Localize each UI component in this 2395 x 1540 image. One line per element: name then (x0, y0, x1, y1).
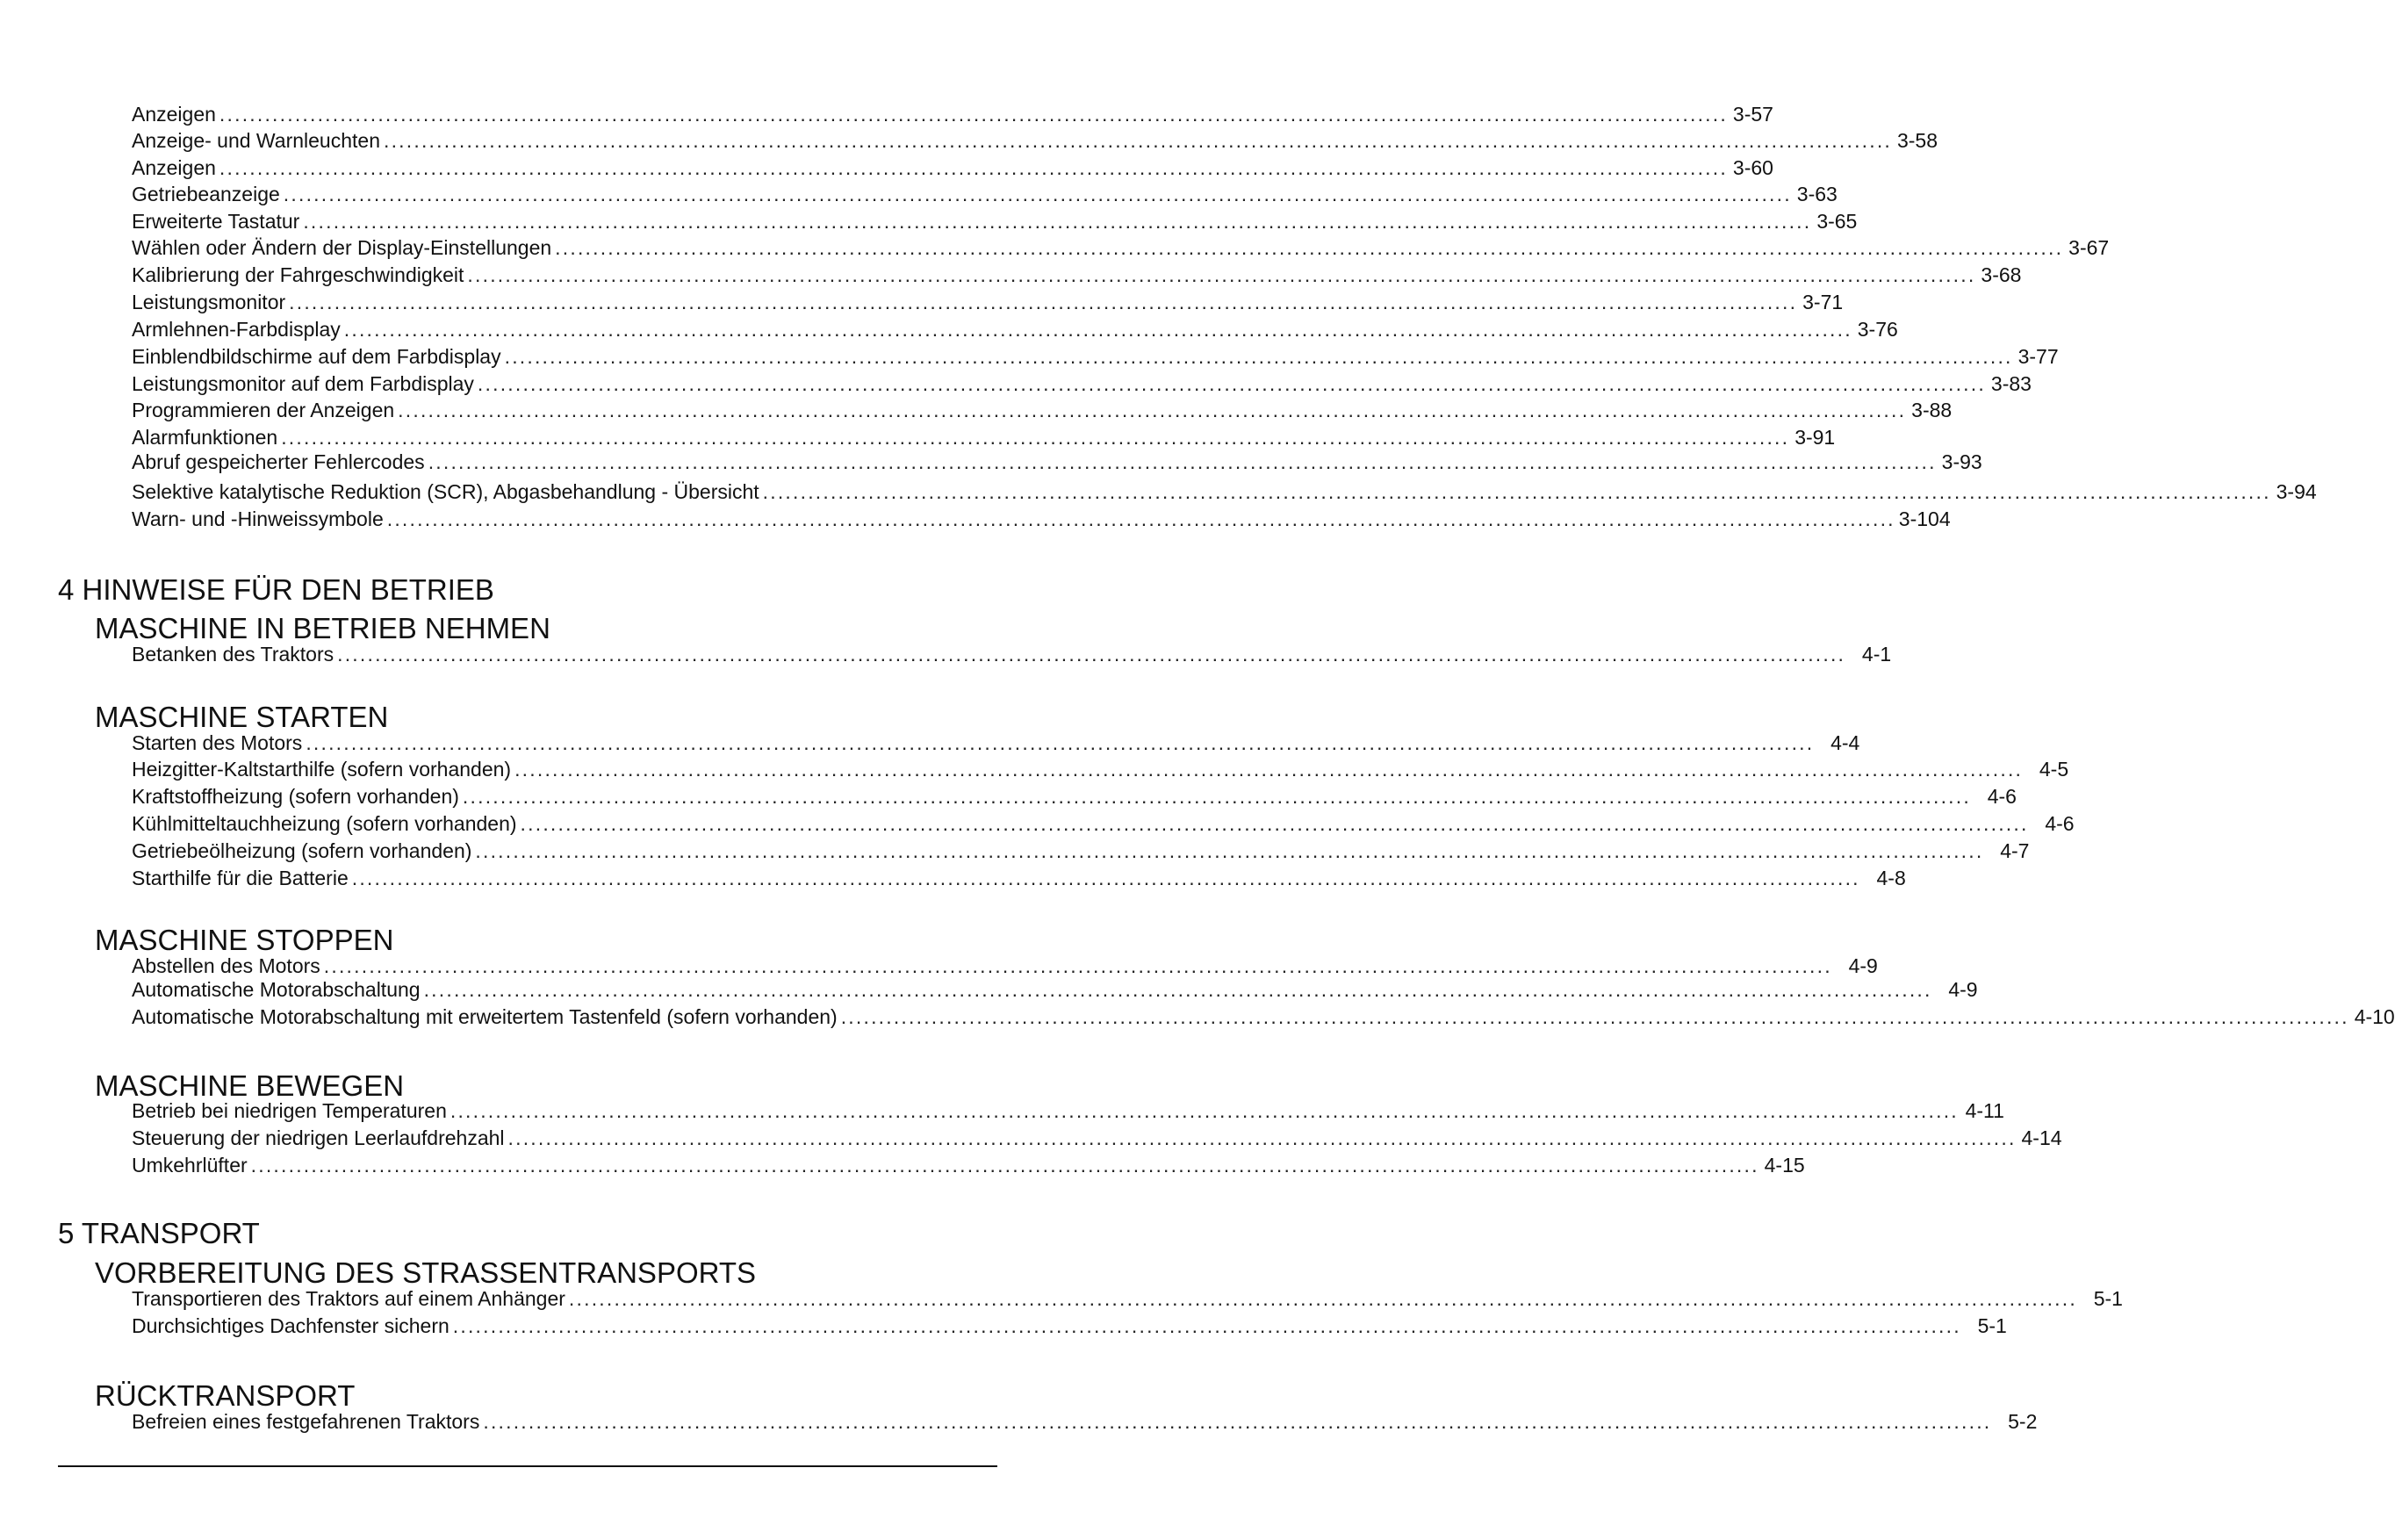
toc-entry-title: Leistungsmonitor auf dem Farbdisplay (132, 372, 474, 395)
toc-entry-page: 4-9 (1948, 978, 1978, 1001)
toc-entry[interactable] (132, 371, 2032, 396)
toc-entry-page: 3-68 (1981, 263, 2022, 286)
toc-entry[interactable] (132, 182, 1838, 206)
toc-leader-dots: ........................................................................................................................................................................................................ (428, 450, 1937, 473)
toc-entry-page: 4-8 (1876, 867, 1906, 889)
toc-leader-dots: ........................................................................................................................................................................................................ (507, 1126, 2017, 1149)
toc-entry-page: 3-77 (2017, 345, 2059, 368)
toc-leader-dots: ........................................................................................................................................................................................................ (450, 1099, 1959, 1122)
section-heading[interactable]: RÜCKTRANSPORT (95, 1379, 356, 1412)
toc-entry[interactable] (132, 450, 1982, 474)
toc-leader-dots: ........................................................................................................................................................................................................ (504, 345, 2013, 368)
toc-leader-dots: ........................................................................................................................................................................................................ (386, 507, 1895, 530)
toc-entry[interactable] (132, 1313, 2007, 1338)
toc-entry-title: Heizgitter-Kaltstarthilfe (sofern vorhanden) (132, 758, 512, 781)
section-heading[interactable]: MASCHINE BEWEGEN (95, 1069, 405, 1102)
toc-entry-page: 4-15 (1764, 1154, 1805, 1177)
toc-leader-dots: ........................................................................................................................................................................................................ (762, 480, 2271, 503)
toc-entry-page: 5-1 (2093, 1287, 2123, 1310)
toc-leader-dots: ........................................................................................................................................................................................................ (323, 954, 1832, 977)
toc-entry-page: 3-57 (1732, 103, 1773, 126)
toc-leader-dots: ........................................................................................................................................................................................................ (303, 210, 1812, 233)
toc-leader-dots: ........................................................................................................................................................................................................ (483, 1410, 1992, 1433)
toc-entry-title: Starten des Motors (132, 731, 303, 754)
toc-entry-title: Starthilfe für die Batterie (132, 867, 349, 889)
toc-leader-dots: ........................................................................................................................................................................................................ (477, 372, 1986, 395)
toc-leader-dots: ........................................................................................................................................................................................................ (467, 263, 1976, 286)
toc-leader-dots: ........................................................................................................................................................................................................ (384, 129, 1893, 152)
toc-entry[interactable] (132, 1004, 2395, 1029)
toc-entry[interactable] (132, 290, 1844, 314)
toc-entry-title: Betanken des Traktors (132, 643, 334, 666)
toc-leader-dots: ........................................................................................................................................................................................................ (398, 399, 1907, 421)
toc-entry[interactable] (132, 1153, 1805, 1177)
toc-entry-page: 4-7 (2000, 839, 2030, 862)
toc-leader-dots: ........................................................................................................................................................................................................ (283, 183, 1792, 205)
toc-leader-dots: ........................................................................................................................................................................................................ (840, 1005, 2349, 1028)
toc-entry-title: Erweiterte Tastatur (132, 210, 300, 233)
bottom-rule (58, 1465, 997, 1467)
toc-entry-page: 5-1 (1977, 1314, 2007, 1337)
toc-entry[interactable] (132, 235, 2110, 260)
toc-entry-page: 4-6 (1987, 785, 2017, 808)
toc-entry[interactable] (132, 1286, 2123, 1311)
toc-entry-page: 3-83 (1990, 372, 2032, 395)
toc-entry-title: Durchsichtiges Dachfenster sichern (132, 1314, 450, 1337)
section-heading[interactable]: VORBEREITUNG DES STRASSENTRANSPORTS (95, 1256, 757, 1289)
chapter-heading[interactable]: 5 TRANSPORT (58, 1217, 260, 1249)
toc-entry[interactable] (132, 1126, 2062, 1150)
toc-leader-dots: ........................................................................................................................................................................................................ (555, 236, 2064, 259)
toc-entry-page: 3-94 (2276, 480, 2317, 503)
toc-entry-title: Abruf gespeicherter Fehlercodes (132, 450, 425, 473)
toc-entry-title: Kalibrierung der Fahrgeschwindigkeit (132, 263, 464, 286)
toc-entry-page: 4-11 (1965, 1099, 2004, 1122)
toc-entry-title: Kraftstoffheizung (sofern vorhanden) (132, 785, 459, 808)
toc-entry-title: Selektive katalytische Reduktion (SCR), Abgasbehandlung - Übersicht (132, 480, 759, 503)
toc-entry-title: Warn- und -Hinweissymbole (132, 507, 384, 530)
toc-entry[interactable] (132, 866, 1906, 890)
toc-leader-dots: ........................................................................................................................................................................................................ (219, 156, 1728, 179)
toc-leader-dots: ........................................................................................................................................................................................................ (219, 103, 1728, 126)
toc-entry[interactable] (132, 977, 1978, 1002)
toc-entry-title: Getriebeanzeige (132, 183, 280, 205)
toc-entry[interactable] (132, 507, 1951, 531)
toc-entry-title: Einblendbildschirme auf dem Farbdisplay (132, 345, 501, 368)
toc-entry-title: Anzeigen (132, 156, 216, 179)
toc-entry-page: 3-60 (1732, 156, 1773, 179)
toc-entry-title: Transportieren des Traktors auf einem Anhänger (132, 1287, 565, 1310)
toc-leader-dots: ........................................................................................................................................................................................................ (452, 1314, 1961, 1337)
toc-entry-page: 4-5 (2039, 758, 2069, 781)
toc-entry-title: Abstellen des Motors (132, 954, 320, 977)
toc-entry[interactable] (132, 838, 2030, 863)
toc-entry[interactable] (132, 811, 2075, 836)
section-heading[interactable]: MASCHINE STOPPEN (95, 924, 394, 956)
toc-entry-page: 4-6 (2045, 812, 2075, 835)
toc-entry-page: 3-76 (1857, 318, 1898, 341)
toc-leader-dots: ........................................................................................................................................................................................................ (568, 1287, 2077, 1310)
toc-leader-dots: ........................................................................................................................................................................................................ (289, 291, 1798, 313)
toc-entry-page: 3-88 (1911, 399, 1953, 421)
toc-entry-title: Leistungsmonitor (132, 291, 286, 313)
toc-entry-page: 3-65 (1816, 210, 1858, 233)
toc-entry-page: 5-2 (2008, 1410, 2038, 1433)
toc-entry-title: Automatische Motorabschaltung mit erweitertem Tastenfeld (sofern vorhanden) (132, 1005, 838, 1028)
toc-leader-dots: ........................................................................................................................................................................................................ (306, 731, 1815, 754)
toc-entry-page: 4-1 (1861, 643, 1892, 666)
toc-leader-dots: ........................................................................................................................................................................................................ (423, 978, 1932, 1001)
toc-leader-dots: ........................................................................................................................................................................................................ (281, 426, 1790, 449)
toc-entry-title: Wählen oder Ändern der Display-Einstellungen (132, 236, 552, 259)
toc-entry-page: 3-71 (1802, 291, 1844, 313)
toc-entry[interactable] (132, 209, 1858, 234)
section-heading[interactable]: MASCHINE STARTEN (95, 701, 389, 733)
toc-entry[interactable] (132, 954, 1878, 978)
toc-entry-page: 4-9 (1848, 954, 1878, 977)
toc-entry[interactable] (132, 128, 1938, 153)
toc-leader-dots: ........................................................................................................................................................................................................ (475, 839, 1984, 862)
toc-entry-page: 3-104 (1898, 507, 1951, 530)
toc-leader-dots: ........................................................................................................................................................................................................ (520, 812, 2029, 835)
toc-entry-page: 4-14 (2021, 1126, 2062, 1149)
toc-entry-page: 3-93 (1941, 450, 1982, 473)
toc-entry-title: Betrieb bei niedrigen Temperaturen (132, 1099, 447, 1122)
toc-entry[interactable] (132, 102, 1773, 126)
toc-entry-title: Kühlmitteltauchheizung (sofern vorhanden) (132, 812, 517, 835)
toc-entry-title: Anzeige- und Warnleuchten (132, 129, 380, 152)
toc-leader-dots: ........................................................................................................................................................................................................ (250, 1154, 1759, 1177)
toc-leader-dots: ........................................................................................................................................................................................................ (337, 643, 1846, 666)
toc-entry-page: 3-67 (2068, 236, 2110, 259)
toc-leader-dots: ........................................................................................................................................................................................................ (351, 867, 1860, 889)
toc-entry[interactable] (132, 155, 1773, 180)
toc-entry-title: Steuerung der niedrigen Leerlaufdrehzahl (132, 1126, 505, 1149)
toc-entry-title: Programmieren der Anzeigen (132, 399, 395, 421)
toc-entry[interactable] (132, 642, 1892, 666)
chapter-heading[interactable]: 4 HINWEISE FÜR DEN BETRIEB (58, 573, 494, 606)
toc-entry[interactable] (132, 730, 1860, 755)
toc-entry-page: 4-4 (1830, 731, 1860, 754)
toc-entry-page: 3-63 (1796, 183, 1838, 205)
toc-entry-title: Getriebeölheizung (sofern vorhanden) (132, 839, 472, 862)
toc-entry[interactable] (132, 1409, 2038, 1434)
toc-entry[interactable] (132, 344, 2059, 369)
toc-entry[interactable] (132, 398, 1953, 422)
toc-entry[interactable] (132, 425, 1836, 450)
toc-entry-title: Anzeigen (132, 103, 216, 126)
toc-entry-title: Umkehrlüfter (132, 1154, 248, 1177)
section-heading[interactable]: MASCHINE IN BETRIEB NEHMEN (95, 612, 550, 644)
toc-entry-title: Alarmfunktionen (132, 426, 278, 449)
toc-leader-dots: ........................................................................................................................................................................................................ (462, 785, 1971, 808)
toc-leader-dots: ........................................................................................................................................................................................................ (343, 318, 1852, 341)
toc-entry-page: 3-58 (1896, 129, 1938, 152)
toc-entry[interactable] (132, 1098, 2004, 1123)
toc-entry[interactable] (132, 263, 2022, 287)
toc-entry[interactable] (132, 784, 2017, 809)
toc-entry[interactable] (132, 757, 2069, 781)
toc-entry-title: Automatische Motorabschaltung (132, 978, 421, 1001)
toc-entry-page: 3-91 (1794, 426, 1836, 449)
toc-entry-title: Armlehnen-Farbdisplay (132, 318, 341, 341)
toc-entry[interactable] (132, 317, 1898, 342)
toc-leader-dots: ........................................................................................................................................................................................................ (514, 758, 2024, 781)
toc-entry-page: 4-10 (2354, 1005, 2395, 1028)
toc-entry[interactable] (132, 479, 2317, 504)
toc-entry-title: Befreien eines festgefahrenen Traktors (132, 1410, 480, 1433)
